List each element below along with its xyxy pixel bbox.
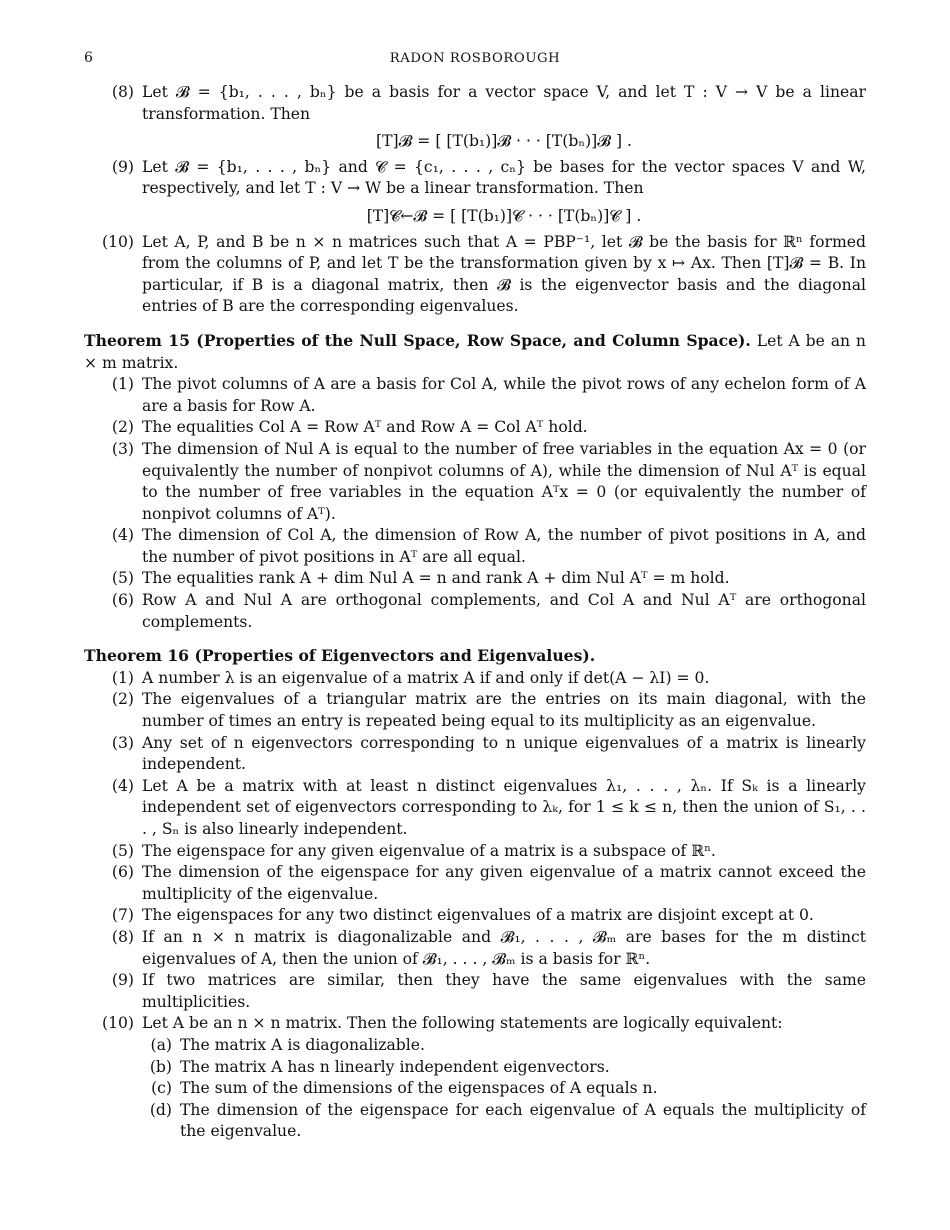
item-text: Let A be a matrix with at least n distinct eigenvalues λ₁, . . . , λₙ. If Sₖ is a linearly independent set of eigenvectors corresponding to λₖ, for 1 ≤ k ≤ n, then the union of S₁, . . . , Sₙ is also linearly independent.	[142, 776, 866, 838]
item-text: A number λ is an eigenvalue of a matrix A if and only if det(A − λI) = 0.	[142, 668, 710, 687]
item-text: The pivot columns of A are a basis for Col A, while the pivot rows of any echelon form of A are a basis for Row A.	[142, 375, 866, 415]
list-item	[84, 439, 866, 525]
item-number: (10)	[101, 1014, 134, 1033]
list-item	[84, 232, 866, 318]
item-text: The equalities Col A = Row Aᵀ and Row A = Col Aᵀ hold.	[142, 418, 588, 437]
subitem-text: The matrix A is diagonalizable.	[180, 1035, 425, 1054]
list-item	[84, 1013, 866, 1035]
list-item	[84, 417, 866, 439]
display-equation: [T]𝓑 = [ [T(b₁)]𝓑 · · · [T(bₙ)]𝓑 ] .	[376, 132, 632, 151]
list-item	[84, 970, 866, 1013]
display-equation: [T]𝓒←𝓑 = [ [T(b₁)]𝓒 · · · [T(bₙ)]𝓒 ] .	[366, 206, 642, 225]
item-text: Row A and Nul A are orthogonal complements, and Col A and Nul Aᵀ are orthogonal complements.	[142, 591, 866, 631]
theorem-16-statement	[84, 645, 866, 668]
list-item	[84, 776, 866, 841]
item-number: (7)	[111, 906, 134, 925]
list-item	[84, 733, 866, 776]
list-item	[84, 525, 866, 568]
item-number: (3)	[111, 733, 134, 752]
item-number: (9)	[111, 157, 134, 176]
list-item	[84, 374, 866, 417]
item-text: Let A, P, and B be n × n matrices such that A = PBP⁻¹, let 𝓑 be the basis for ℝⁿ formed from the columns of P, and let T be the transformation given by x ↦ Ax. Then [T]𝓑 = B. In particular, if B is a diagonal matrix, then 𝓑 is the eigenvector basis and the diagonal entries of B are the corresponding eigenvalues.	[142, 232, 866, 316]
subitem-text: The dimension of the eigenspace for each eigenvalue of A equals the multiplicity of the eigenvalue.	[180, 1100, 866, 1141]
subitem-letter: (c)	[151, 1079, 172, 1098]
item-text: Let 𝓑 = {b₁, . . . , bₙ} and 𝓒 = {c₁, . . . , cₙ} be bases for the vector spaces V and W, respectively, and let T : V → W be a linear transformation. Then	[142, 157, 866, 198]
item-text: Let A be an n × n matrix. Then the following statements are logically equivalent:	[142, 1014, 783, 1033]
item-text: The eigenspaces for any two distinct eigenvalues of a matrix are disjoint except at 0.	[142, 906, 814, 925]
item-text: The dimension of Col A, the dimension of Row A, the number of pivot positions in A, and the number of pivot positions in Aᵀ are all equal.	[142, 526, 866, 566]
item-number: (2)	[111, 418, 134, 437]
page-content	[84, 82, 866, 1143]
item-text: The eigenvalues of a triangular matrix are the entries on its main diagonal, with the number of times an entry is repeated being equal to its multiplicity as an eigenvalue.	[142, 690, 866, 731]
list-item	[84, 905, 866, 927]
item-text: Any set of n eigenvectors corresponding to n unique eigenvalues of a matrix is linearly independent.	[142, 733, 866, 774]
item-number: (4)	[111, 526, 134, 545]
item-text: If an n × n matrix is diagonalizable and 𝓑₁, . . . , 𝓑ₘ are bases for the m distinct eigenvalues of A, then the union of 𝓑₁, . . . , 𝓑ₘ is a basis for ℝⁿ.	[142, 927, 866, 968]
item-number: (6)	[111, 863, 134, 882]
subitem-text: The matrix A has n linearly independent eigenvectors.	[180, 1057, 610, 1076]
list-item	[84, 862, 866, 905]
subitem-letter: (d)	[149, 1100, 172, 1119]
item-number: (3)	[111, 439, 134, 458]
list-item	[84, 841, 866, 863]
item-number: (10)	[101, 232, 134, 251]
sub-list-item	[84, 1100, 866, 1143]
item-number: (4)	[111, 776, 134, 795]
item-text: If two matrices are similar, then they have the same eigenvalues with the same multiplicities.	[142, 971, 866, 1011]
list-item	[84, 927, 866, 970]
list-item	[84, 590, 866, 633]
item-number: (5)	[111, 569, 134, 588]
running-head: RADON ROSBOROUGH	[389, 51, 561, 66]
subitem-letter: (a)	[150, 1035, 172, 1054]
theorem-15-statement	[84, 330, 866, 374]
list-item	[84, 157, 866, 200]
page-number: 6	[84, 50, 93, 66]
item-text: Let 𝓑 = {b₁, . . . , bₙ} be a basis for a vector space V, and let T : V → V be a linear transformation. Then	[142, 83, 866, 123]
sub-list-item	[84, 1078, 866, 1100]
item-number: (1)	[111, 375, 134, 394]
item-number: (5)	[111, 841, 134, 860]
list-item	[84, 568, 866, 590]
item-text: The eigenspace for any given eigenvalue of a matrix is a subspace of ℝⁿ.	[142, 841, 716, 860]
item-number: (8)	[111, 83, 134, 101]
subitem-text: The sum of the dimensions of the eigenspaces of A equals n.	[180, 1079, 658, 1098]
item-number: (9)	[111, 971, 134, 990]
sub-list-item	[84, 1035, 866, 1057]
item-number: (6)	[111, 591, 134, 610]
page-header	[84, 48, 866, 68]
list-item	[84, 689, 866, 732]
theorem-16-title: Theorem 16 (Properties of Eigenvectors and Eigenvalues).	[84, 646, 596, 666]
item-number: (2)	[111, 690, 134, 709]
item-number: (8)	[111, 927, 134, 946]
item-number: (1)	[111, 668, 134, 687]
theorem-15-intro: Let A be an n × m matrix.	[84, 331, 866, 372]
sub-list-item	[84, 1057, 866, 1079]
subitem-letter: (b)	[149, 1057, 172, 1076]
item-text: The equalities rank A + dim Nul A = n and rank A + dim Nul Aᵀ = m hold.	[142, 569, 730, 588]
list-item	[84, 82, 866, 125]
item-text: The dimension of the eigenspace for any given eigenvalue of a matrix cannot exceed the multiplicity of the eigenvalue.	[142, 863, 866, 903]
item-text: The dimension of Nul A is equal to the number of free variables in the equation Ax = 0 (or equivalently the number of nonpivot columns of A), while the dimension of Nul Aᵀ is equal to the number of free variables in the equation Aᵀx = 0 (or equivalently the number of nonpivot columns of Aᵀ).	[142, 439, 866, 523]
theorem-15-title: Theorem 15 (Properties of the Null Space, Row Space, and Column Space).	[84, 330, 751, 350]
list-item	[84, 668, 866, 690]
